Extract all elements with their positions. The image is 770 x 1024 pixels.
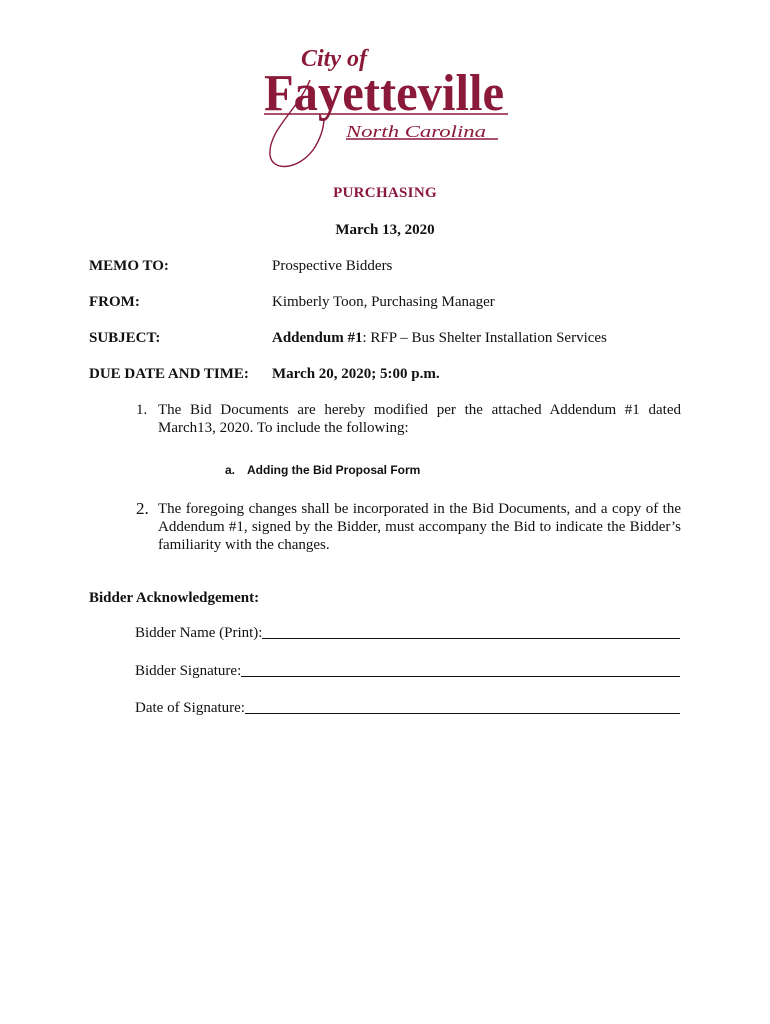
subject-value (272, 330, 607, 347)
subject-row (89, 330, 689, 350)
list-item-1 (136, 401, 681, 441)
logo-city-of: City of (301, 46, 367, 72)
subject-description: : RFP – Bus Shelter Installation Services (362, 330, 607, 346)
list-item-2 (136, 500, 681, 558)
list-item-number: 1. (136, 402, 148, 418)
acknowledgement-title: Bidder Acknowledgement: (89, 590, 260, 606)
city-logo (258, 40, 510, 172)
subject-addendum: Addendum #1 (272, 330, 363, 346)
due-date-value: March 20, 2020; 5:00 p.m. (272, 366, 440, 382)
bidder-signature-row (135, 660, 680, 680)
from-label: FROM: (89, 294, 140, 310)
list-item-line: The foregoing changes shall be incorporated in the Bid Documents, and a copy of the (158, 501, 681, 517)
sub-item-letter: a. (225, 463, 236, 477)
due-date-label: DUE DATE AND TIME: (89, 366, 249, 382)
logo-state: North Carolina (344, 122, 486, 141)
signature-date-field[interactable] (245, 699, 680, 714)
memo-to-value: Prospective Bidders (272, 258, 393, 274)
bidder-name-field[interactable] (262, 624, 680, 639)
memo-date: March 13, 2020 (335, 222, 435, 238)
list-item-number: 2. (136, 499, 149, 518)
list-item-line: familiarity with the changes. (158, 537, 330, 553)
memo-to-label: MEMO TO: (89, 258, 169, 274)
list-item-text (158, 500, 681, 554)
sub-item-text: Adding the Bid Proposal Form (247, 463, 421, 477)
bidder-name-label: Bidder Name (Print): (135, 625, 263, 641)
list-item-text (158, 401, 681, 437)
due-date-row (89, 366, 689, 386)
list-item-line: Addendum #1, signed by the Bidder, must accompany the Bid to indicate the Bidder’s (158, 519, 681, 535)
list-item-line: The Bid Documents are hereby modified per the attached Addendum #1 dated (158, 402, 681, 418)
sub-item-a (225, 463, 420, 477)
from-row (89, 294, 689, 314)
logo-name: Fayetteville (264, 65, 504, 122)
department-heading: PURCHASING (333, 185, 437, 201)
bidder-name-row (135, 622, 680, 642)
memo-to-row (89, 258, 689, 278)
list-item-line: March13, 2020. To include the following: (158, 420, 409, 436)
subject-label: SUBJECT: (89, 330, 161, 346)
bidder-signature-field[interactable] (241, 662, 680, 677)
signature-date-label: Date of Signature: (135, 700, 245, 716)
signature-date-row (135, 697, 680, 717)
bidder-signature-label: Bidder Signature: (135, 663, 242, 679)
from-value: Kimberly Toon, Purchasing Manager (272, 294, 495, 310)
